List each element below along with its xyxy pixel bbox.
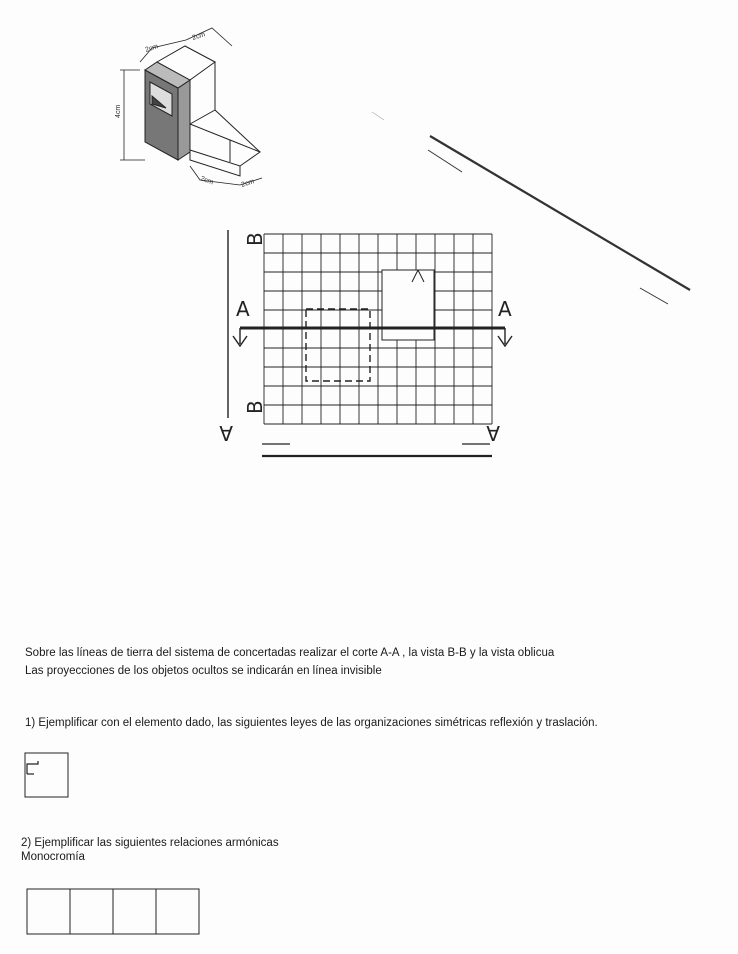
exercise-1-text: 1) Ejemplificar con el elemento dado, las siguientes leyes de las organizaciones simétricas reflexión y traslación. [25,717,598,729]
dim-top-right: 2cm [191,31,207,42]
mono-box-3 [113,889,156,934]
label-a-left: A [236,297,250,321]
given-element-box [24,752,70,800]
label-a-bottom-right: A [486,421,500,445]
mono-box-4 [156,889,199,934]
label-b-bottom: B [243,400,267,414]
dim-height: 4cm [115,104,122,118]
dim-bottom-right: 2cm [240,178,256,189]
dim-top-left: 2cm [144,43,160,54]
exercise-2-subtitle: Monocromía [21,851,85,863]
exercise-2-text: 2) Ejemplificar las siguientes relaciones armónicas [21,837,279,849]
monochrome-boxes [26,888,206,938]
mono-box-2 [70,889,113,934]
mono-box-1 [27,889,70,934]
label-a-right: A [498,297,512,321]
instruction-line-1: Sobre las líneas de tierra del sistema de concertadas realizar el corte A-A , la vista B-B y la vista oblicua [25,647,555,659]
dim-bottom-left: 2cm [199,175,215,187]
label-a-bottom-left: A [219,421,233,445]
instruction-line-2: Las proyecciones de los objetos ocultos se indicarán en línea invisible [25,665,382,677]
label-b-top: B [243,232,267,246]
hidden-outline [306,309,370,381]
